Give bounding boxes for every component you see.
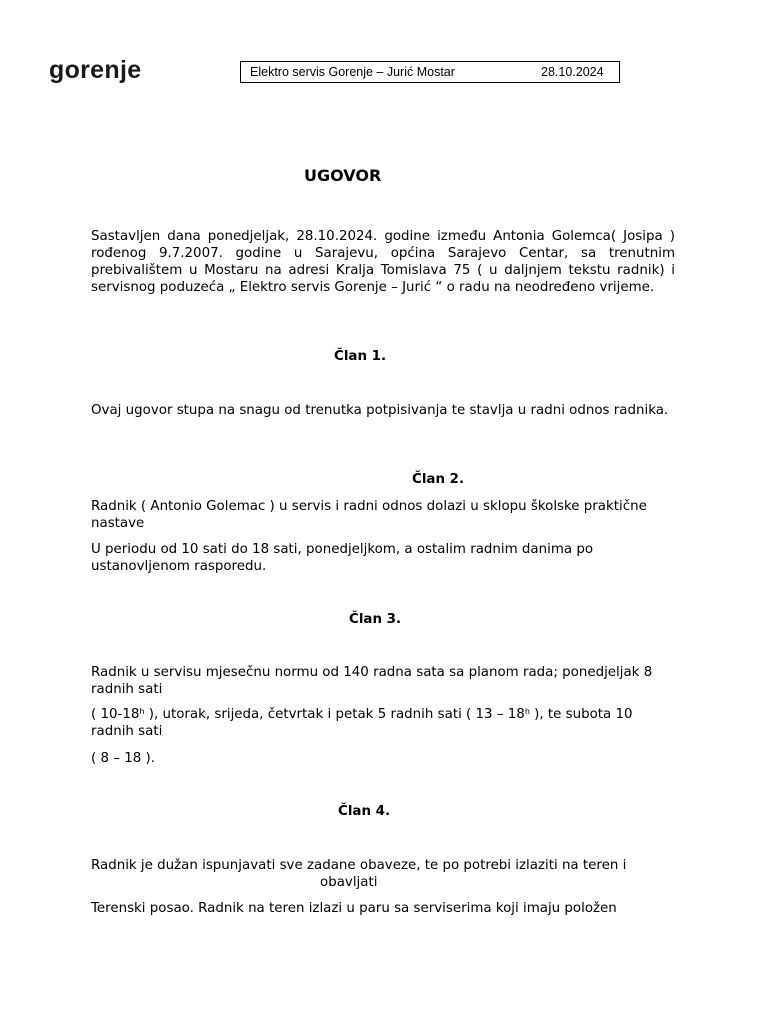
clan-4-heading: Član 4. xyxy=(338,804,391,819)
clan-2-paragraph-2: U periodu od 10 sati do 18 sati, ponedjeljkom, a ostalim radnim danima po ustanovljenom rasporedu. xyxy=(91,542,594,574)
company-name: Elektro servis Gorenje – Jurić Mostar xyxy=(250,65,455,79)
clan-1-heading: Član 1. xyxy=(334,349,387,364)
clan-4-paragraph-2: Terenski posao. Radnik na teren izlazi u paru sa serviserima koji imaju položen xyxy=(91,901,617,916)
clan-1-text: Ovaj ugovor stupa na snagu od trenutka potpisivanja te stavlja u radni odnos radnika. xyxy=(91,403,669,418)
header-box xyxy=(240,61,620,83)
clan-3-heading: Član 3. xyxy=(349,612,402,627)
clan-3-paragraph-2 xyxy=(91,706,675,740)
document-title: UGOVOR xyxy=(304,166,382,185)
clan-4-paragraph-1 xyxy=(91,857,675,891)
clan-4-p1-line-1: Radnik je dužan ispunjavati sve zadane obaveze, te po potrebi izlaziti na teren i xyxy=(91,858,627,873)
hour-superscript: h xyxy=(139,707,145,716)
clan-3-paragraph-1: Radnik u servisu mjesečnu normu od 140 radna sata sa planom rada; ponedjeljak 8 radnih sati xyxy=(91,665,653,697)
gorenje-logo: gorenje xyxy=(49,56,142,84)
clan-3-p2-part-b: ), utorak, srijeda, četvrtak i petak 5 radnih sati ( 13 – 18 xyxy=(144,707,525,722)
document-date: 28.10.2024 xyxy=(541,65,604,79)
clan-3-paragraph-3: ( 8 – 18 ). xyxy=(91,751,155,766)
clan-3-p2-part-a: ( 10-18 xyxy=(91,707,140,722)
clan-4-p1-line-2: obavljati xyxy=(320,875,378,890)
hour-superscript: h xyxy=(524,707,530,716)
intro-paragraph: Sastavljen dana ponedjeljak, 28.10.2024. godine između Antonia Golemca( Josipa ) rođenog 9.7.2007. godine u Sarajevu, općina Sarajevo Centar, sa trenutnim prebivalištem u Mostaru na adresi Kralja Tomislava 75 ( u daljnjem tekstu radnik) i servisnog poduzeća „ Elektro servis Gorenje – Jurić “ o radu na neodređeno vrijeme. xyxy=(91,229,675,295)
clan-2-heading: Član 2. xyxy=(412,472,465,487)
clan-3-p2-part-c: ), te subota 10 radnih sati xyxy=(91,707,633,739)
clan-2-paragraph-1: Radnik ( Antonio Golemac ) u servis i radni odnos dolazi u sklopu školske praktične nastave xyxy=(91,499,647,531)
